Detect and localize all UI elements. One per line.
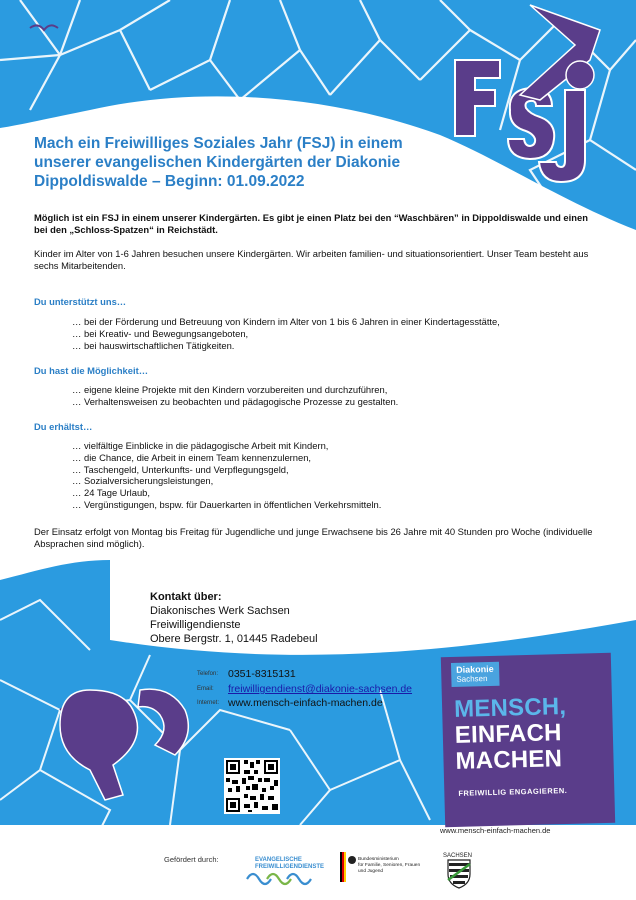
list-item: … Sozialversicherungsleistungen,	[72, 475, 214, 487]
list-item: … Taschengeld, Unterkunfts- und Verpflegungsgeld,	[72, 463, 289, 475]
svg-text:für Familie, Senioren, Frauen: für Familie, Senioren, Frauen	[358, 863, 421, 868]
qr-code-icon[interactable]	[224, 758, 280, 814]
support-list	[72, 316, 612, 351]
list-item: … bei der Förderung und Betreuung von Kindern im Alter von 1 bis 6 Jahren in einer Kindertagesstätte,	[72, 316, 500, 327]
page-title: Mach ein Freiwilliges Soziales Jahr (FSJ) in einem unserer evangelischen Kindergärten der Diakonie Dippoldiswalde – Beginn: 01.09.2022	[34, 135, 403, 190]
intro-bold-text: Möglich ist ein FSJ in einem unserer Kindergärten. Es gibt je einen Platz bei den “Waschbären” in Dippoldiswalde und einen bei den „Schloss-Spatzen“ in Reichstädt.	[34, 212, 588, 235]
sachsen-coat-of-arms-logo	[440, 850, 480, 890]
list-item: … bei Kreativ- und Bewegungsangeboten,	[72, 327, 249, 339]
list-item: … die Chance, die Arbeit in einem Team kennenzulernen,	[72, 451, 312, 463]
list-item: … 24 Tage Urlaub,	[72, 487, 150, 499]
header-mosaic-background	[0, 0, 636, 230]
opportunity-list	[72, 384, 612, 408]
email-label: Email:	[197, 686, 214, 692]
web-link[interactable]: www.mensch-einfach-machen.de	[228, 697, 383, 709]
campaign-slogan	[454, 694, 568, 775]
svg-text:FREIWILLIGENDIENSTE: FREIWILLIGENDIENSTE	[255, 864, 324, 870]
diakonie-region: Sachsen	[456, 674, 488, 684]
contact-org: Diakonisches Werk Sachsen	[150, 605, 290, 617]
section-heading-opportunity: Du hast die Möglichkeit…	[34, 365, 149, 376]
web-label: Internet:	[197, 700, 220, 706]
intro-text: Kinder im Alter von 1-6 Jahren besuchen unsere Kindergärten. Wir arbeiten familien- und situationsorientiert. Unser Team besteht aus sechs Mitarbeitenden.	[34, 248, 589, 271]
contact-address: Obere Bergstr. 1, 01445 Radebeul	[150, 633, 318, 645]
campaign-tagline: FREIWILLIG ENGAGIEREN.	[458, 785, 568, 798]
list-item: … bei hauswirtschaftlichen Tätigkeiten.	[72, 339, 235, 351]
email-link[interactable]: freiwilligendienst@diakonie-sachsen.de	[228, 683, 413, 695]
slogan-line-2: EINFACH	[454, 719, 562, 749]
svg-text:und Jugend: und Jugend	[358, 869, 384, 874]
diakonie-campaign-logo	[441, 653, 615, 827]
diakonie-brand-name: Diakonie	[456, 663, 494, 675]
list-item: … Verhaltensweisen zu beobachten und pädagogische Prozesse zu gestalten.	[72, 395, 399, 407]
evangelische-freiwilligendienste-logo	[243, 853, 328, 888]
list-item: … Vergünstigungen, bspw. für Dauerkarten in öffentlichen Verkehrsmitteln.	[72, 498, 382, 510]
diakonie-brand	[451, 662, 499, 687]
slogan-line-1: MENSCH,	[453, 692, 567, 723]
slogan-line-3: MACHEN	[455, 745, 563, 775]
funded-by-label: Gefördert durch:	[164, 855, 219, 864]
contact-block	[150, 590, 318, 646]
contact-dept: Freiwilligendienste	[150, 619, 241, 631]
svg-text:SACHSEN: SACHSEN	[443, 853, 473, 859]
section-heading-benefits: Du erhältst…	[34, 421, 93, 432]
bmfsfj-logo	[338, 850, 423, 888]
contact-heading: Kontakt über:	[150, 591, 222, 603]
closing-text: Der Einsatz erfolgt von Montag bis Freitag für Jugendliche und junge Erwachsene bis 26 Jahre mit 40 Stunden pro Woche (individuelle Absprachen sind möglich).	[34, 526, 593, 549]
campaign-url[interactable]: www.mensch-einfach-machen.de	[440, 826, 551, 835]
section-heading-support: Du unterstützt uns…	[34, 296, 127, 307]
svg-text:Bundesministerium: Bundesministerium	[358, 857, 399, 862]
list-item: … vielfältige Einblicke in die pädagogische Arbeit mit Kindern,	[72, 440, 329, 451]
svg-text:EVANGELISCHE: EVANGELISCHE	[255, 857, 302, 863]
phone-number: 0351-8315131	[228, 668, 296, 680]
phone-label: Telefon:	[197, 671, 219, 677]
benefits-list	[72, 440, 612, 511]
list-item: … eigene kleine Projekte mit den Kindern vorzubereiten und durchzuführen,	[72, 384, 388, 395]
